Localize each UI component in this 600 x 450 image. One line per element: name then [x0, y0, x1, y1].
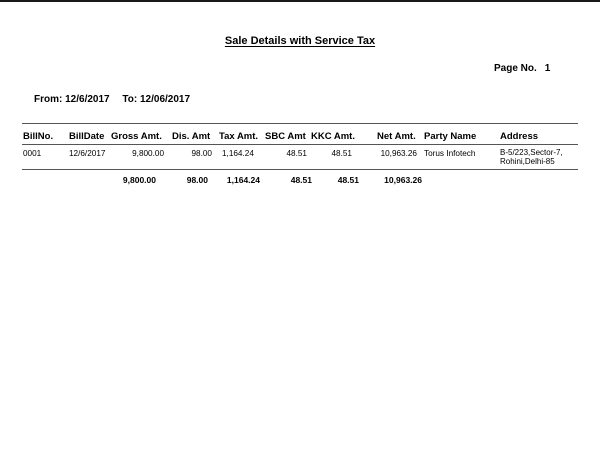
- cell-kkc-amt: 48.51: [331, 149, 352, 158]
- window-top-border: [0, 0, 600, 2]
- col-header-party-name: Party Name: [424, 131, 477, 142]
- cell-dis-amt: 98.00: [191, 149, 212, 158]
- col-header-sbc-amt: SBC Amt: [265, 131, 306, 142]
- cell-tax-amt: 1,164.24: [222, 149, 254, 158]
- cell-bill-no: 0001: [23, 149, 42, 158]
- cell-address: B-5/223,Sector-7, Rohini,Delhi-85: [500, 148, 563, 166]
- col-header-address: Address: [500, 131, 539, 142]
- header-top-rule: [22, 123, 578, 124]
- cell-sbc-amt: 48.51: [286, 149, 307, 158]
- page-number: [494, 63, 550, 74]
- cell-gross-amt: 9,800.00: [132, 149, 164, 158]
- from-label: From:: [34, 94, 63, 105]
- total-gross-amt: 9,800.00: [122, 175, 156, 185]
- page-label: Page No.: [494, 63, 537, 74]
- report-title: Sale Details with Service Tax: [224, 35, 376, 47]
- col-header-dis-amt: Dis. Amt: [172, 131, 211, 142]
- header-bottom-rule: [22, 144, 578, 145]
- page-number-value: 1: [544, 63, 551, 74]
- col-header-bill-date: BillDate: [69, 131, 105, 142]
- total-sbc-amt: 48.51: [290, 175, 312, 185]
- total-tax-amt: 1,164.24: [226, 175, 260, 185]
- total-kkc-amt: 48.51: [337, 175, 359, 185]
- col-header-gross-amt: Gross Amt.: [111, 131, 162, 142]
- total-dis-amt: 98.00: [186, 175, 208, 185]
- total-net-amt: 10,963.26: [384, 175, 422, 185]
- col-header-net-amt: Net Amt.: [377, 131, 416, 142]
- date-range: [34, 94, 190, 105]
- cell-bill-date: 12/6/2017: [69, 149, 106, 158]
- cell-party-name: Torus Infotech: [424, 149, 476, 158]
- cell-net-amt: 10,963.26: [380, 149, 417, 158]
- col-header-tax-amt: Tax Amt.: [219, 131, 259, 142]
- from-date: 12/6/2017: [65, 94, 110, 105]
- col-header-kkc-amt: KKC Amt.: [311, 131, 355, 142]
- col-header-bill-no: BillNo.: [23, 131, 54, 142]
- totals-top-rule: [22, 169, 578, 170]
- to-date: 12/06/2017: [140, 94, 191, 105]
- to-label: To:: [122, 94, 138, 105]
